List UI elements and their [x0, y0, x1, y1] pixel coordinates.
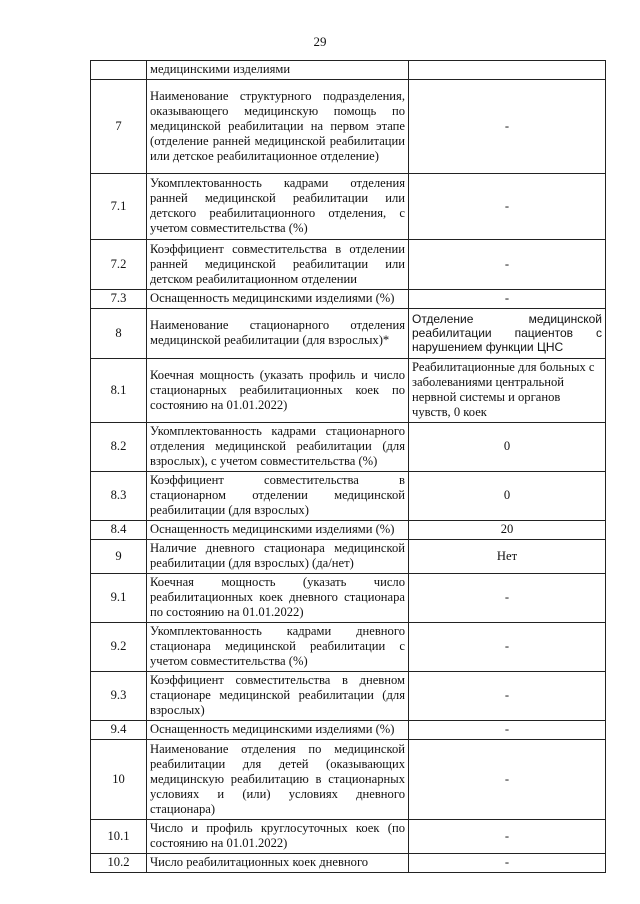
- row-value: -: [409, 740, 606, 820]
- row-number: 8.3: [91, 472, 147, 521]
- row-indicator: Укомплектованность кадрами стационарного отделения медицинской реабилитации (для взрослых), с учетом совместительства (%): [147, 423, 409, 472]
- row-value: -: [409, 574, 606, 623]
- rehabilitation-data-table: [90, 60, 606, 873]
- table-row: [91, 721, 606, 740]
- row-value: -: [409, 240, 606, 290]
- row-indicator: Коечная мощность (указать число реабилитационных коек дневного стационара по состоянию на 01.01.2022): [147, 574, 409, 623]
- row-value: Реабилитационные для больных с заболеваниями центральной нервной системы и органов чувств, 0 коек: [409, 359, 606, 423]
- table-row: [91, 359, 606, 423]
- row-number: 7: [91, 80, 147, 174]
- row-indicator: Коэффициент совместительства в стационарном отделении медицинской реабилитации (для взрослых): [147, 472, 409, 521]
- row-indicator: Наличие дневного стационара медицинской реабилитации (для взрослых) (да/нет): [147, 540, 409, 574]
- row-number: 8.4: [91, 521, 147, 540]
- row-value: -: [409, 174, 606, 240]
- row-value: Отделение медицинской реабилитации пациентов с нарушением функции ЦНС: [409, 309, 606, 359]
- row-number: 8: [91, 309, 147, 359]
- row-value: -: [409, 672, 606, 721]
- row-value: -: [409, 820, 606, 854]
- row-value: Нет: [409, 540, 606, 574]
- table-row: [91, 672, 606, 721]
- table-row: [91, 820, 606, 854]
- row-number: 7.1: [91, 174, 147, 240]
- row-indicator: Число реабилитационных коек дневного: [147, 854, 409, 873]
- row-value: -: [409, 290, 606, 309]
- row-number: 9: [91, 540, 147, 574]
- row-value: -: [409, 80, 606, 174]
- table-row: [91, 240, 606, 290]
- row-indicator: медицинскими изделиями: [147, 61, 409, 80]
- row-indicator: Коечная мощность (указать профиль и число стационарных реабилитационных коек по состоянию на 01.01.2022): [147, 359, 409, 423]
- row-indicator: Укомплектованность кадрами дневного стационара медицинской реабилитации с учетом совместительства (%): [147, 623, 409, 672]
- row-number: [91, 61, 147, 80]
- row-number: 10.1: [91, 820, 147, 854]
- table-row: [91, 61, 606, 80]
- table-row: [91, 521, 606, 540]
- row-indicator: Оснащенность медицинскими изделиями (%): [147, 721, 409, 740]
- row-indicator: Коэффициент совместительства в отделении ранней медицинской реабилитации или детском реабилитационном отделении: [147, 240, 409, 290]
- table-row: [91, 174, 606, 240]
- table-row: [91, 574, 606, 623]
- page-number: 29: [313, 34, 327, 49]
- table-row: [91, 423, 606, 472]
- row-indicator: Коэффициент совместительства в дневном стационаре медицинской реабилитации (для взрослых): [147, 672, 409, 721]
- row-value: 0: [409, 472, 606, 521]
- row-indicator: Наименование отделения по медицинской реабилитации для детей (оказывающих медицинскую реабилитацию в стационарных условиях и (или) условиях дневного стационара): [147, 740, 409, 820]
- row-indicator: Оснащенность медицинскими изделиями (%): [147, 521, 409, 540]
- row-number: 7.2: [91, 240, 147, 290]
- row-value: 0: [409, 423, 606, 472]
- row-number: 9.1: [91, 574, 147, 623]
- row-number: 8.1: [91, 359, 147, 423]
- row-number: 10: [91, 740, 147, 820]
- row-indicator: Число и профиль круглосуточных коек (по состоянию на 01.01.2022): [147, 820, 409, 854]
- row-indicator: Наименование структурного подразделения, оказывающего медицинскую помощь по медицинской реабилитации на первом этапе (отделение ранней медицинской реабилитации или детское реабилитационное отделение): [147, 80, 409, 174]
- row-indicator: Оснащенность медицинскими изделиями (%): [147, 290, 409, 309]
- table-row: [91, 623, 606, 672]
- row-indicator: Укомплектованность кадрами отделения ранней медицинской реабилитации или детского реабилитационного отделения, с учетом совместительства (%): [147, 174, 409, 240]
- row-number: 8.2: [91, 423, 147, 472]
- row-indicator: Наименование стационарного отделения медицинской реабилитации (для взрослых)*: [147, 309, 409, 359]
- table-row: [91, 80, 606, 174]
- table-row: [91, 472, 606, 521]
- table-row: [91, 540, 606, 574]
- row-value: -: [409, 623, 606, 672]
- row-number: 7.3: [91, 290, 147, 309]
- row-number: 9.4: [91, 721, 147, 740]
- row-number: 10.2: [91, 854, 147, 873]
- table-row: [91, 854, 606, 873]
- row-value: -: [409, 854, 606, 873]
- row-number: 9.2: [91, 623, 147, 672]
- row-value: 20: [409, 521, 606, 540]
- row-value: -: [409, 721, 606, 740]
- row-number: 9.3: [91, 672, 147, 721]
- table-row: [91, 309, 606, 359]
- row-value: [409, 61, 606, 80]
- table-row: [91, 290, 606, 309]
- table-row: [91, 740, 606, 820]
